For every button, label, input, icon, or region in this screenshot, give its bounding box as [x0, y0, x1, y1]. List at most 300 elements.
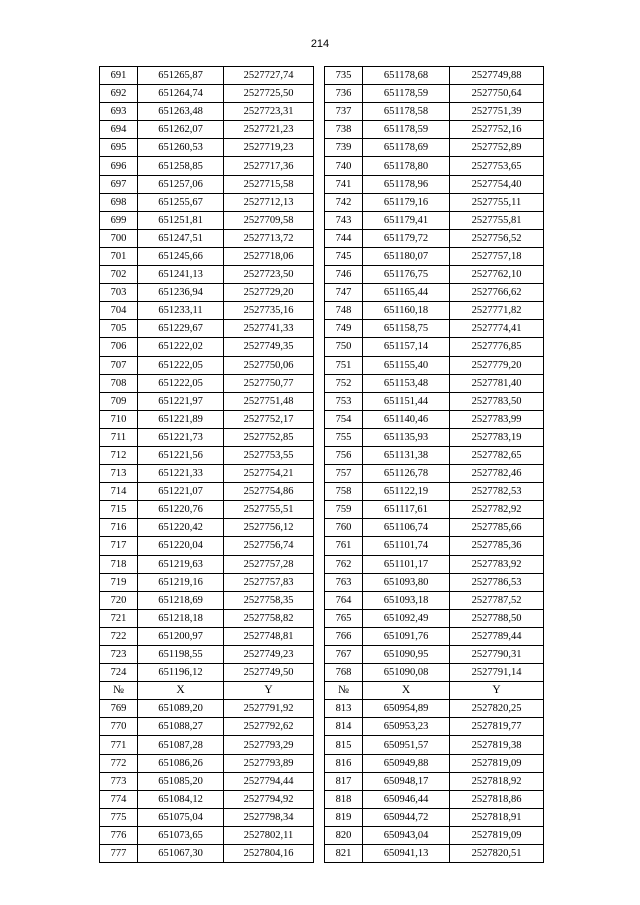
column-gap	[314, 627, 325, 645]
point-number-cell: 767	[325, 646, 363, 664]
x-coordinate-cell: 651091,76	[363, 627, 450, 645]
column-gap	[314, 446, 325, 464]
point-number-cell: 707	[100, 356, 138, 374]
table-row	[100, 808, 544, 826]
x-coordinate-cell: 651218,18	[138, 609, 224, 627]
point-number-cell: 770	[100, 718, 138, 736]
y-coordinate-cell: 2527819,77	[450, 718, 544, 736]
x-coordinate-cell: 651179,16	[363, 193, 450, 211]
column-gap	[314, 718, 325, 736]
point-number-cell: 705	[100, 320, 138, 338]
table-row	[100, 627, 544, 645]
x-coordinate-cell: 650953,23	[363, 718, 450, 736]
point-number-cell: 758	[325, 483, 363, 501]
header-row	[100, 682, 544, 700]
y-coordinate-cell: 2527820,51	[450, 845, 544, 863]
column-gap	[314, 392, 325, 410]
column-gap	[314, 374, 325, 392]
point-number-cell: 746	[325, 266, 363, 284]
x-coordinate-cell: 651255,67	[138, 193, 224, 211]
point-number-cell: 771	[100, 736, 138, 754]
y-coordinate-cell: 2527788,50	[450, 609, 544, 627]
point-number-cell: 695	[100, 139, 138, 157]
header-number: №	[325, 682, 363, 700]
x-coordinate-cell: 651157,14	[363, 338, 450, 356]
table-row	[100, 754, 544, 772]
column-gap	[314, 410, 325, 428]
column-gap	[314, 845, 325, 863]
x-coordinate-cell: 651178,59	[363, 121, 450, 139]
y-coordinate-cell: 2527750,64	[450, 85, 544, 103]
x-coordinate-cell: 651085,20	[138, 772, 224, 790]
x-coordinate-cell: 651178,58	[363, 103, 450, 121]
x-coordinate-cell: 651117,61	[363, 501, 450, 519]
y-coordinate-cell: 2527755,81	[450, 211, 544, 229]
y-coordinate-cell: 2527751,39	[450, 103, 544, 121]
y-coordinate-cell: 2527723,50	[224, 266, 314, 284]
y-coordinate-cell: 2527756,12	[224, 519, 314, 537]
column-gap	[314, 157, 325, 175]
y-coordinate-cell: 2527741,33	[224, 320, 314, 338]
y-coordinate-cell: 2527755,11	[450, 193, 544, 211]
y-coordinate-cell: 2527719,23	[224, 139, 314, 157]
y-coordinate-cell: 2527819,09	[450, 826, 544, 844]
y-coordinate-cell: 2527762,10	[450, 266, 544, 284]
table-row	[100, 85, 544, 103]
point-number-cell: 710	[100, 410, 138, 428]
y-coordinate-cell: 2527783,92	[450, 555, 544, 573]
y-coordinate-cell: 2527727,74	[224, 67, 314, 85]
x-coordinate-cell: 651236,94	[138, 284, 224, 302]
table-row	[100, 284, 544, 302]
x-coordinate-cell: 651221,07	[138, 483, 224, 501]
point-number-cell: 717	[100, 537, 138, 555]
x-coordinate-cell: 651067,30	[138, 845, 224, 863]
x-coordinate-cell: 650949,88	[363, 754, 450, 772]
x-coordinate-cell: 651200,97	[138, 627, 224, 645]
header-y: Y	[450, 682, 544, 700]
y-coordinate-cell: 2527749,88	[450, 67, 544, 85]
x-coordinate-cell: 651222,05	[138, 356, 224, 374]
x-coordinate-cell: 651178,69	[363, 139, 450, 157]
y-coordinate-cell: 2527782,92	[450, 501, 544, 519]
y-coordinate-cell: 2527819,09	[450, 754, 544, 772]
point-number-cell: 772	[100, 754, 138, 772]
point-number-cell: 736	[325, 85, 363, 103]
column-gap	[314, 121, 325, 139]
y-coordinate-cell: 2527757,28	[224, 555, 314, 573]
point-number-cell: 691	[100, 67, 138, 85]
y-coordinate-cell: 2527750,06	[224, 356, 314, 374]
x-coordinate-cell: 651179,41	[363, 211, 450, 229]
column-gap	[314, 139, 325, 157]
column-gap	[314, 790, 325, 808]
column-gap	[314, 266, 325, 284]
point-number-cell: 719	[100, 573, 138, 591]
header-x: X	[138, 682, 224, 700]
y-coordinate-cell: 2527709,58	[224, 211, 314, 229]
table-row	[100, 446, 544, 464]
column-gap	[314, 808, 325, 826]
table-row	[100, 247, 544, 265]
y-coordinate-cell: 2527793,89	[224, 754, 314, 772]
x-coordinate-cell: 651220,76	[138, 501, 224, 519]
x-coordinate-cell: 650943,04	[363, 826, 450, 844]
coordinates-table	[99, 66, 544, 863]
column-gap	[314, 302, 325, 320]
x-coordinate-cell: 651090,95	[363, 646, 450, 664]
point-number-cell: 696	[100, 157, 138, 175]
column-gap	[314, 103, 325, 121]
point-number-cell: 775	[100, 808, 138, 826]
column-gap	[314, 772, 325, 790]
y-coordinate-cell: 2527753,55	[224, 446, 314, 464]
x-coordinate-cell: 651160,18	[363, 302, 450, 320]
table-row	[100, 609, 544, 627]
y-coordinate-cell: 2527798,34	[224, 808, 314, 826]
y-coordinate-cell: 2527750,77	[224, 374, 314, 392]
y-coordinate-cell: 2527757,18	[450, 247, 544, 265]
column-gap	[314, 175, 325, 193]
x-coordinate-cell: 651251,81	[138, 211, 224, 229]
x-coordinate-cell: 651241,13	[138, 266, 224, 284]
table-row	[100, 356, 544, 374]
y-coordinate-cell: 2527753,65	[450, 157, 544, 175]
x-coordinate-cell: 651264,74	[138, 85, 224, 103]
y-coordinate-cell: 2527787,52	[450, 591, 544, 609]
point-number-cell: 747	[325, 284, 363, 302]
x-coordinate-cell: 651178,96	[363, 175, 450, 193]
x-coordinate-cell: 651135,93	[363, 428, 450, 446]
point-number-cell: 735	[325, 67, 363, 85]
y-coordinate-cell: 2527781,40	[450, 374, 544, 392]
table-row	[100, 175, 544, 193]
column-gap	[314, 284, 325, 302]
point-number-cell: 693	[100, 103, 138, 121]
point-number-cell: 709	[100, 392, 138, 410]
table-row	[100, 121, 544, 139]
column-gap	[314, 501, 325, 519]
column-gap	[314, 555, 325, 573]
table-row	[100, 410, 544, 428]
y-coordinate-cell: 2527766,62	[450, 284, 544, 302]
point-number-cell: 760	[325, 519, 363, 537]
point-number-cell: 777	[100, 845, 138, 863]
table-row	[100, 537, 544, 555]
x-coordinate-cell: 651245,66	[138, 247, 224, 265]
x-coordinate-cell: 651126,78	[363, 465, 450, 483]
table-row	[100, 302, 544, 320]
y-coordinate-cell: 2527717,36	[224, 157, 314, 175]
x-coordinate-cell: 651218,69	[138, 591, 224, 609]
y-coordinate-cell: 2527752,16	[450, 121, 544, 139]
x-coordinate-cell: 651221,89	[138, 410, 224, 428]
x-coordinate-cell: 651220,42	[138, 519, 224, 537]
column-gap	[314, 338, 325, 356]
column-gap	[314, 211, 325, 229]
x-coordinate-cell: 651075,04	[138, 808, 224, 826]
y-coordinate-cell: 2527752,85	[224, 428, 314, 446]
x-coordinate-cell: 651178,80	[363, 157, 450, 175]
point-number-cell: 818	[325, 790, 363, 808]
column-gap	[314, 736, 325, 754]
table-row	[100, 338, 544, 356]
x-coordinate-cell: 651101,74	[363, 537, 450, 555]
table-row	[100, 266, 544, 284]
y-coordinate-cell: 2527786,53	[450, 573, 544, 591]
x-coordinate-cell: 650941,13	[363, 845, 450, 863]
point-number-cell: 714	[100, 483, 138, 501]
point-number-cell: 769	[100, 700, 138, 718]
y-coordinate-cell: 2527749,35	[224, 338, 314, 356]
point-number-cell: 704	[100, 302, 138, 320]
x-coordinate-cell: 651265,87	[138, 67, 224, 85]
x-coordinate-cell: 651092,49	[363, 609, 450, 627]
point-number-cell: 701	[100, 247, 138, 265]
column-gap	[314, 591, 325, 609]
y-coordinate-cell: 2527756,52	[450, 229, 544, 247]
x-coordinate-cell: 651257,06	[138, 175, 224, 193]
column-gap	[314, 193, 325, 211]
page-number: 214	[310, 38, 330, 50]
header-number: №	[100, 682, 138, 700]
table-row	[100, 229, 544, 247]
y-coordinate-cell: 2527783,19	[450, 428, 544, 446]
point-number-cell: 751	[325, 356, 363, 374]
x-coordinate-cell: 650951,57	[363, 736, 450, 754]
x-coordinate-cell: 651101,17	[363, 555, 450, 573]
x-coordinate-cell: 651220,04	[138, 537, 224, 555]
y-coordinate-cell: 2527723,31	[224, 103, 314, 121]
header-y: Y	[224, 682, 314, 700]
table-row	[100, 700, 544, 718]
column-gap	[314, 754, 325, 772]
x-coordinate-cell: 651131,38	[363, 446, 450, 464]
x-coordinate-cell: 651073,65	[138, 826, 224, 844]
point-number-cell: 715	[100, 501, 138, 519]
y-coordinate-cell: 2527791,14	[450, 664, 544, 682]
x-coordinate-cell: 651196,12	[138, 664, 224, 682]
table-row	[100, 718, 544, 736]
y-coordinate-cell: 2527754,21	[224, 465, 314, 483]
point-number-cell: 814	[325, 718, 363, 736]
column-gap	[314, 682, 325, 700]
x-coordinate-cell: 651151,44	[363, 392, 450, 410]
point-number-cell: 763	[325, 573, 363, 591]
y-coordinate-cell: 2527820,25	[450, 700, 544, 718]
column-gap	[314, 229, 325, 247]
point-number-cell: 716	[100, 519, 138, 537]
y-coordinate-cell: 2527774,41	[450, 320, 544, 338]
point-number-cell: 703	[100, 284, 138, 302]
point-number-cell: 712	[100, 446, 138, 464]
y-coordinate-cell: 2527749,23	[224, 646, 314, 664]
y-coordinate-cell: 2527818,92	[450, 772, 544, 790]
point-number-cell: 702	[100, 266, 138, 284]
column-gap	[314, 428, 325, 446]
x-coordinate-cell: 651153,48	[363, 374, 450, 392]
point-number-cell: 718	[100, 555, 138, 573]
table-row	[100, 139, 544, 157]
y-coordinate-cell: 2527776,85	[450, 338, 544, 356]
x-coordinate-cell: 651088,27	[138, 718, 224, 736]
column-gap	[314, 573, 325, 591]
y-coordinate-cell: 2527789,44	[450, 627, 544, 645]
point-number-cell: 754	[325, 410, 363, 428]
x-coordinate-cell: 651219,16	[138, 573, 224, 591]
x-coordinate-cell: 650946,44	[363, 790, 450, 808]
y-coordinate-cell: 2527782,53	[450, 483, 544, 501]
point-number-cell: 698	[100, 193, 138, 211]
table-row	[100, 193, 544, 211]
x-coordinate-cell: 651263,48	[138, 103, 224, 121]
point-number-cell: 700	[100, 229, 138, 247]
point-number-cell: 741	[325, 175, 363, 193]
y-coordinate-cell: 2527754,40	[450, 175, 544, 193]
point-number-cell: 761	[325, 537, 363, 555]
column-gap	[314, 356, 325, 374]
table-row	[100, 465, 544, 483]
x-coordinate-cell: 651087,28	[138, 736, 224, 754]
table-row	[100, 428, 544, 446]
point-number-cell: 699	[100, 211, 138, 229]
column-gap	[314, 609, 325, 627]
x-coordinate-cell: 651090,08	[363, 664, 450, 682]
y-coordinate-cell: 2527790,31	[450, 646, 544, 664]
point-number-cell: 724	[100, 664, 138, 682]
point-number-cell: 766	[325, 627, 363, 645]
y-coordinate-cell: 2527791,92	[224, 700, 314, 718]
x-coordinate-cell: 651262,07	[138, 121, 224, 139]
point-number-cell: 759	[325, 501, 363, 519]
y-coordinate-cell: 2527712,13	[224, 193, 314, 211]
x-coordinate-cell: 651198,55	[138, 646, 224, 664]
x-coordinate-cell: 651222,02	[138, 338, 224, 356]
point-number-cell: 737	[325, 103, 363, 121]
point-number-cell: 820	[325, 826, 363, 844]
point-number-cell: 723	[100, 646, 138, 664]
point-number-cell: 697	[100, 175, 138, 193]
x-coordinate-cell: 651093,18	[363, 591, 450, 609]
column-gap	[314, 826, 325, 844]
x-coordinate-cell: 651179,72	[363, 229, 450, 247]
x-coordinate-cell: 651247,51	[138, 229, 224, 247]
point-number-cell: 774	[100, 790, 138, 808]
x-coordinate-cell: 651222,05	[138, 374, 224, 392]
table-row	[100, 573, 544, 591]
x-coordinate-cell: 651233,11	[138, 302, 224, 320]
x-coordinate-cell: 651140,46	[363, 410, 450, 428]
point-number-cell: 753	[325, 392, 363, 410]
x-coordinate-cell: 651221,97	[138, 392, 224, 410]
y-coordinate-cell: 2527754,86	[224, 483, 314, 501]
table-row	[100, 845, 544, 863]
table-row	[100, 483, 544, 501]
x-coordinate-cell: 651106,74	[363, 519, 450, 537]
table-row	[100, 591, 544, 609]
y-coordinate-cell: 2527725,50	[224, 85, 314, 103]
point-number-cell: 776	[100, 826, 138, 844]
point-number-cell: 708	[100, 374, 138, 392]
point-number-cell: 739	[325, 139, 363, 157]
point-number-cell: 764	[325, 591, 363, 609]
y-coordinate-cell: 2527783,99	[450, 410, 544, 428]
y-coordinate-cell: 2527782,46	[450, 465, 544, 483]
x-coordinate-cell: 650948,17	[363, 772, 450, 790]
y-coordinate-cell: 2527802,11	[224, 826, 314, 844]
y-coordinate-cell: 2527748,81	[224, 627, 314, 645]
x-coordinate-cell: 651260,53	[138, 139, 224, 157]
point-number-cell: 748	[325, 302, 363, 320]
column-gap	[314, 247, 325, 265]
point-number-cell: 706	[100, 338, 138, 356]
column-gap	[314, 67, 325, 85]
table-row	[100, 555, 544, 573]
y-coordinate-cell: 2527757,83	[224, 573, 314, 591]
point-number-cell: 740	[325, 157, 363, 175]
point-number-cell: 755	[325, 428, 363, 446]
x-coordinate-cell: 651219,63	[138, 555, 224, 573]
table-row	[100, 103, 544, 121]
column-gap	[314, 320, 325, 338]
y-coordinate-cell: 2527819,38	[450, 736, 544, 754]
point-number-cell: 721	[100, 609, 138, 627]
y-coordinate-cell: 2527794,44	[224, 772, 314, 790]
table-row	[100, 519, 544, 537]
point-number-cell: 752	[325, 374, 363, 392]
x-coordinate-cell: 651089,20	[138, 700, 224, 718]
point-number-cell: 768	[325, 664, 363, 682]
point-number-cell: 813	[325, 700, 363, 718]
point-number-cell: 816	[325, 754, 363, 772]
x-coordinate-cell: 651229,67	[138, 320, 224, 338]
y-coordinate-cell: 2527713,72	[224, 229, 314, 247]
table-row	[100, 374, 544, 392]
point-number-cell: 742	[325, 193, 363, 211]
point-number-cell: 762	[325, 555, 363, 573]
table-row	[100, 320, 544, 338]
table-row	[100, 392, 544, 410]
x-coordinate-cell: 651122,19	[363, 483, 450, 501]
y-coordinate-cell: 2527756,74	[224, 537, 314, 555]
table-row	[100, 736, 544, 754]
x-coordinate-cell: 651258,85	[138, 157, 224, 175]
point-number-cell: 720	[100, 591, 138, 609]
table-row	[100, 826, 544, 844]
x-coordinate-cell: 651178,59	[363, 85, 450, 103]
x-coordinate-cell: 651093,80	[363, 573, 450, 591]
table-row	[100, 790, 544, 808]
table-row	[100, 646, 544, 664]
y-coordinate-cell: 2527749,50	[224, 664, 314, 682]
y-coordinate-cell: 2527755,51	[224, 501, 314, 519]
point-number-cell: 757	[325, 465, 363, 483]
table-row	[100, 67, 544, 85]
y-coordinate-cell: 2527794,92	[224, 790, 314, 808]
y-coordinate-cell: 2527752,17	[224, 410, 314, 428]
column-gap	[314, 519, 325, 537]
point-number-cell: 773	[100, 772, 138, 790]
y-coordinate-cell: 2527792,62	[224, 718, 314, 736]
point-number-cell: 819	[325, 808, 363, 826]
point-number-cell: 744	[325, 229, 363, 247]
y-coordinate-cell: 2527782,65	[450, 446, 544, 464]
table-row	[100, 501, 544, 519]
point-number-cell: 815	[325, 736, 363, 754]
y-coordinate-cell: 2527718,06	[224, 247, 314, 265]
x-coordinate-cell: 651221,73	[138, 428, 224, 446]
table-row	[100, 211, 544, 229]
